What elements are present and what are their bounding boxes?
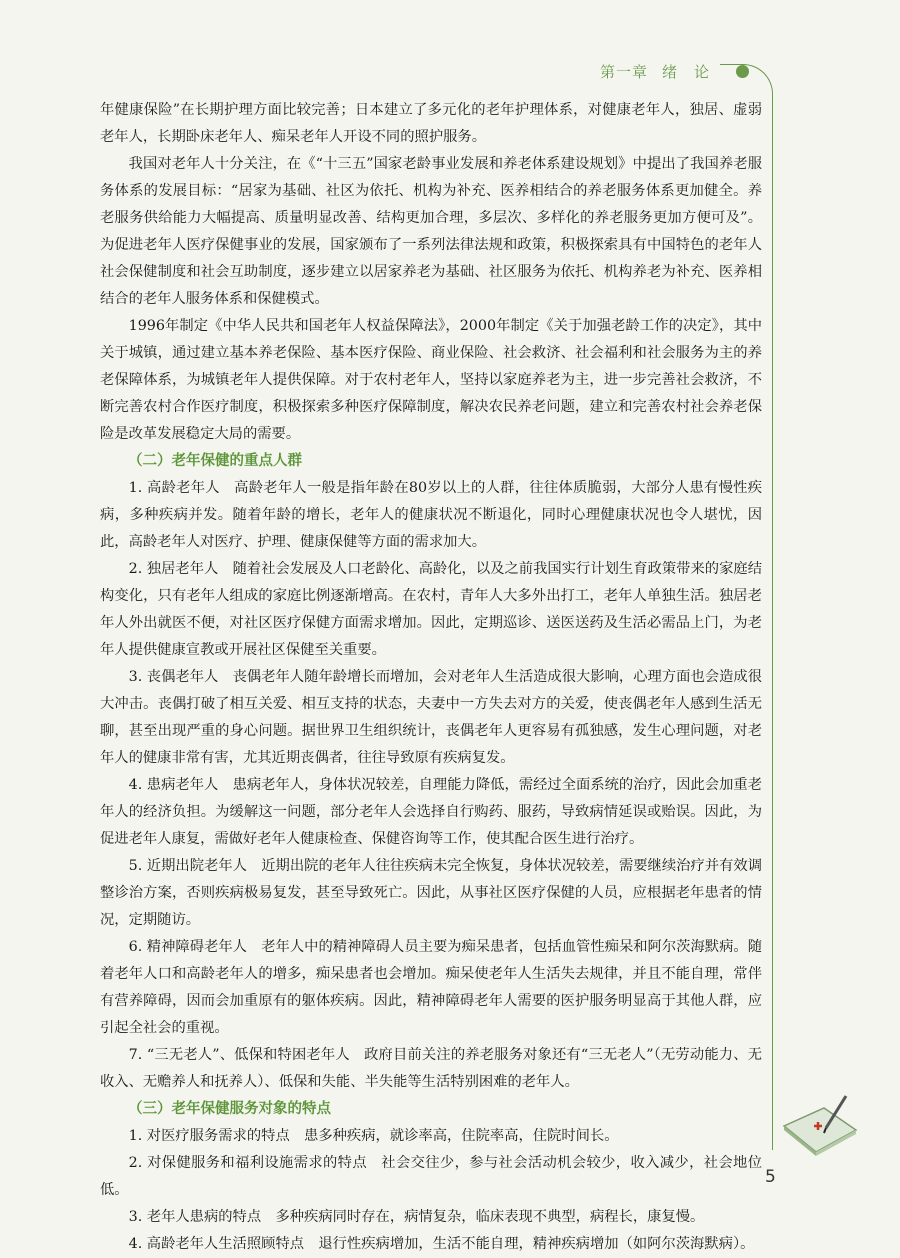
item-text: 随着社会发展及人口老龄化、高龄化，以及之前我国实行计划生育政策带来的家庭结构变化，只有老年人组成的家庭比例逐渐增高。在农村，青年人大多外出打工，老年人单独生活。独居老年人外出就医不便，对社区医疗保健方面需求增加。因此，定期巡诊、送医送药及生活必需品上门，为老年人提供健康宣教或开展社区保健至关重要。 [100,561,762,658]
item-term: 7. “三无老人”、低保和特困老年人 [128,1047,350,1063]
item-text: 患病老年人，身体状况较差，自理能力降低，需经过全面系统的治疗，因此会加重老年人的经济负担。为缓解这一问题，部分老年人会选择自行购药、服药，导致病情延误或贻误。因此，为促进老年人康复，需做好老年人健康检查、保健咨询等工作，使其配合医生进行治疗。 [100,777,762,847]
list-item [100,1042,762,1096]
running-header [600,58,710,84]
item-text: 患多种疾病，就诊率高，住院率高，住院时间长。 [304,1128,619,1144]
page-body [100,97,762,1258]
list-item [100,1204,762,1231]
item-term: 1. 对医疗服务需求的特点 [128,1128,290,1144]
item-text: 老年人中的精神障碍人员主要为痴呆患者，包括血管性痴呆和阿尔茨海默病。随着老年人口和高龄老年人的增多，痴呆患者也会增加。痴呆使老年人生活失去规律，并且不能自理，常伴有营养障碍，因而会加重原有的躯体疾病。因此，精神障碍老年人需要的医护服务明显高于其他人群，应引起全社会的重视。 [100,939,763,1036]
list-item [100,934,762,1042]
item-term: 5. 近期出院老年人 [128,858,247,874]
list-item [100,1150,762,1204]
section-heading: （二）老年保健的重点人群 [128,453,302,469]
item-term: 6. 精神障碍老年人 [128,939,247,955]
list-item [100,1231,762,1258]
item-term: 4. 患病老年人 [128,777,219,793]
chapter-title: 绪 论 [662,62,711,81]
item-text: 社会交往少，参与社会活动机会较少，收入减少，社会地位低。 [100,1155,763,1198]
chapter-number: 第一章 [600,62,649,81]
item-text: 近期出院的老年人往往疾病未完全恢复，身体状况较差，需要继续治疗并有效调整诊治方案，否则疾病极易复发，甚至导致死亡。因此，从事社区医疗保健的人员，应根据老年患者的情况，定期随访。 [100,858,763,928]
item-term: 1. 高龄老年人 [128,480,220,496]
list-item [100,475,762,556]
item-text: 退行性疾病增加，生活不能自理，精神疾病增加（如阿尔茨海默病）。 [318,1236,755,1252]
clipboard-pen-icon [780,1090,860,1160]
list-item [100,1123,762,1150]
list-item [100,853,762,934]
item-term: 3. 老年人患病的特点 [128,1209,262,1225]
section-heading: （三）老年保健服务对象的特点 [128,1101,331,1117]
item-term: 4. 高龄老年人生活照顾特点 [128,1236,305,1252]
item-term: 2. 对保健服务和福利设施需求的特点 [128,1155,367,1171]
list-item [100,556,762,664]
item-text: 高龄老年人一般是指年龄在80岁以上的人群，往往体质脆弱，大部分人患有慢性疾病，多种疾病并发。随着年龄的增长，老年人的健康状况不断退化，同时心理健康状况也令人堪忧，因此，高龄老年人对医疗、护理、健康保健等方面的需求加大。 [100,480,762,550]
paragraph: 我国对老年人十分关注，在《“十三五”国家老龄事业发展和养老体系建设规划》中提出了我国养老服务体系的发展目标：“居家为基础、社区为依托、机构为补充、医养相结合的养老服务体系更加健全。养老服务供给能力大幅提高、质量明显改善、结构更加合理，多层次、多样化的养老服务更加方便可及”。为促进老年人医疗保健事业的发展，国家颁布了一系列法律法规和政策，积极探索具有中国特色的老年人社会保健制度和社会互助制度，逐步建立以居家养老为基础、社区服务为依托、机构养老为补充、医养相结合的老年人服务体系和保健模式。 [100,156,762,307]
paragraph: 年健康保险”在长期护理方面比较完善；日本建立了多元化的老年护理体系，对健康老年人，独居、虚弱老年人，长期卧床老年人、痴呆老年人开设不同的照护服务。 [100,102,762,145]
item-text: 政府目前关注的养老服务对象还有“三无老人”（无劳动能力、无收入、无赡养人和抚养人）、低保和失能、半失能等生活特别困难的老年人。 [100,1047,762,1090]
item-text: 丧偶老年人随年龄增长而增加，会对老年人生活造成很大影响，心理方面也会造成很大冲击。丧偶打破了相互关爱、相互支持的状态，夫妻中一方失去对方的关爱，使丧偶老年人感到生活无聊，甚至出现严重的身心问题。据世界卫生组织统计，丧偶老年人更容易有孤独感，发生心理问题，对老年人的健康非常有害，尤其近期丧偶者，往往导致原有疾病复发。 [100,669,762,766]
item-text: 多种疾病同时存在，病情复杂，临床表现不典型，病程长，康复慢。 [275,1209,705,1225]
page-number: 5 [765,1167,776,1187]
item-term: 3. 丧偶老年人 [128,669,219,685]
item-term: 2. 独居老年人 [128,561,219,577]
list-item [100,772,762,853]
paragraph: 1996年制定《中华人民共和国老年人权益保障法》，2000年制定《关于加强老龄工作的决定》，其中关于城镇，通过建立基本养老保险、基本医疗保险、商业保险、社会救济、社会福利和社会服务为主的养老保障体系，为城镇老年人提供保障。对于农村老年人，坚持以家庭养老为主，进一步完善社会救济，不断完善农村合作医疗制度，积极探索多种医疗保障制度，解决农民养老问题，建立和完善农村社会养老保险是改革发展稳定大局的需要。 [100,318,762,442]
list-item [100,664,762,772]
